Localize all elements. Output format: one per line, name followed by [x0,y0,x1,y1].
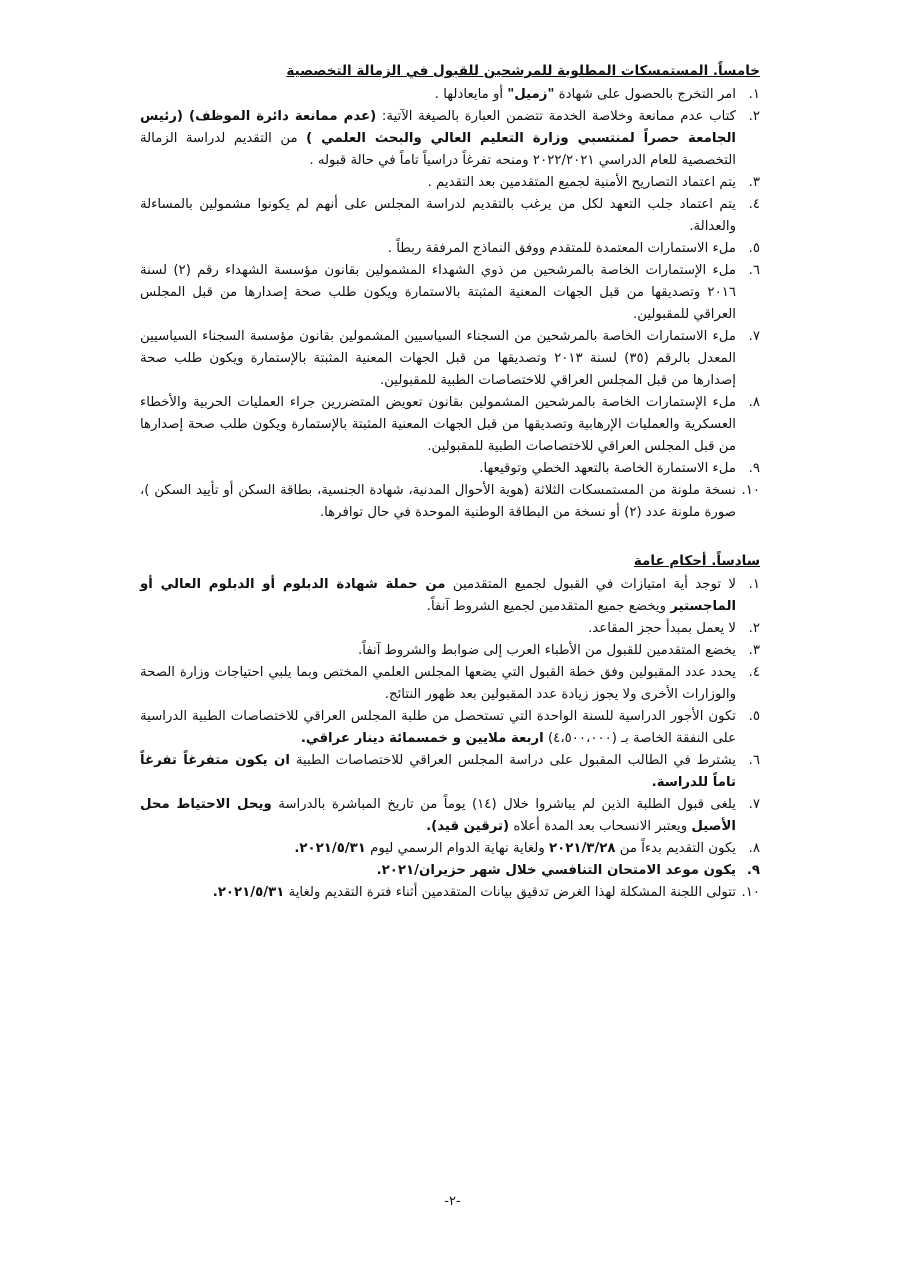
text-run: يخضع المتقدمين للقبول من الأطباء العرب إلى ضوابط والشروط آنفاً. [358,643,736,658]
section-requirements-title: خامساً. المستمسكات المطلوبة للمرشحين للقبول في الزمالة التخصصية [286,63,760,79]
bold-text: ٢٠٢١/٥/٣١. [212,885,285,900]
text-run: ملء الاستمارة الخاصة بالتعهد الخطي وتوقيعها. [479,461,736,476]
item-text [140,882,736,904]
item-text [140,640,736,662]
item-text [140,662,736,706]
list-item [140,882,760,904]
item-text [140,750,736,794]
item-text [140,238,736,260]
list-item [140,84,760,106]
list-item [140,794,760,838]
text-run: ملء الإستمارات الخاصة بالمرشحين المشمولين بقانون تعويض المتضررين جراء العمليات الحربية والأخطاء العسكرية والعمليات الإرهابية وتصديقها من قبل الجهات المعنية المثبتة بالإستمارة ويكون طلب صحة إصدارها من قبل المجلس العراقي للاختصاصات الطبية للمقبولين. [140,395,736,454]
item-text [140,260,736,326]
text-run: نسخة ملونة من المستمسكات الثلاثة (هوية الأحوال المدنية، شهادة الجنسية، بطاقة السكن أو تأييد السكن )، صورة ملونة عدد (٢) أو نسخة من البطاقة الوطنية الموحدة في حال توافرها. [140,483,736,520]
bold-text: يكون موعد الامتحان التنافسي خلال شهر حزيران/٢٠٢١. [376,863,736,878]
item-number: ٤. [748,665,760,680]
text-run: ملء الإستمارات الخاصة بالمرشحين من ذوي الشهداء المشمولين بقانون مؤسسة الشهداء رقم (٢) لسنة ٢٠١٦ وتصديقها من قبل الجهات المعنية المثبتة بالاستمارة ويكون طلب صحة إصدارها من قبل المجلس العراقي للمقبولين. [140,263,736,322]
text-run: امر التخرج بالحصول على شهادة [554,87,736,102]
text-run: ويعتبر الانسحاب بعد المدة أعلاه [509,819,692,834]
text-run: كتاب عدم ممانعة وخلاصة الخدمة تتضمن العبارة بالصيغة الآتية: [376,109,736,124]
item-number: ٤. [748,197,760,212]
list-item [140,172,760,194]
text-run: يتم اعتماد جلب التعهد لكل من يرغب بالتقديم لدراسة المجلس على أنهم لم يكونوا مشمولين بالمساءلة والعدالة. [140,197,736,234]
item-number: ٩. [748,461,760,476]
item-text [140,706,736,750]
item-number: ٢. [748,109,760,124]
list-item [140,194,760,238]
bold-text: (ترقين قيد). [426,819,510,834]
bold-text: ٢٠٢١/٣/٢٨ [548,841,616,856]
bold-text: من حملة شهادة الدبلوم أو الدبلوم العالي أو الماجستير [140,577,736,614]
text-run: لا توجد أية امتيازات في القبول لجميع المتقدمين [445,577,736,592]
list-item [140,480,760,524]
item-number: ١. [748,577,760,592]
list-item [140,662,760,706]
text-run: يحدد عدد المقبولين وفق خطة القبول التي يضعها المجلس العلمي المختص وبما يلبي احتياجات وزارة الصحة والوزارات الأخرى ولا يجوز زيادة عدد المقبولين بعد ظهور النتائج. [140,665,736,702]
item-text [140,574,736,618]
text-run: أو مايعادلها . [434,87,508,102]
item-text [140,392,736,458]
text-run: ملء الاستمارات المعتمدة للمتقدم ووفق النماذج المرفقة ربطاً . [387,241,736,256]
list-item [140,750,760,794]
item-text [140,480,736,524]
item-text [140,860,736,882]
item-text [140,838,736,860]
list-item [140,458,760,480]
item-text [140,194,736,238]
text-run: تكون الأجور الدراسية للسنة الواحدة التي تستحصل من طلبة المجلس العراقي للاختصاصات الطبية الدراسية على النفقة الخاصة بـ (٤،٥٠٠،٠٠٠) [140,709,736,746]
list-item [140,238,760,260]
list-item [140,860,760,882]
text-run: من التقديم لدراسة الزمالة التخصصية للعام الدراسي ٢٠٢٢/٢٠٢١ ومنحه تفرغاً دراسياً تاماً في حالة قبوله . [140,131,736,168]
text-run: تتولى اللجنة المشكلة لهذا الغرض تدقيق بيانات المتقدمين أثناء فترة التقديم ولغاية [284,885,736,900]
item-text [140,794,736,838]
list-item [140,260,760,326]
bold-text: (عدم ممانعة دائرة الموظف) (رئيس الجامعة حصراً لمنتسبي وزارة التعليم العالي والبحث العلمي ) [140,109,736,146]
bold-text: ٢٠٢١/٥/٣١. [294,841,366,856]
item-number: ٦. [748,753,760,768]
text-run: يتم اعتماد التصاريح الأمنية لجميع المتقدمين بعد التقديم . [427,175,736,190]
text-run: ملء الاستمارات الخاصة بالمرشحين من السجناء السياسيين المشمولين بقانون مؤسسة السجناء السياسيين المعدل بالرقم (٣٥) لسنة ٢٠١٣ وتصديقها من قبل الجهات المعنية المثبتة بالإستمارة ويكون طلب صحة إصدارها من قبل المجلس العراقي للاختصاصات الطبية للمقبولين. [140,329,736,388]
bold-text: ويحل الاحتياط محل الأصيل [140,797,736,834]
section-requirements [140,60,760,524]
list-item [140,392,760,458]
text-run: لا يعمل بمبدأ حجز المقاعد. [588,621,736,636]
item-number: ٩. [746,863,760,878]
text-run: يلغى قبول الطلبة الذين لم يباشروا خلال (١٤) يوماً من تاريخ المباشرة بالدراسة [271,797,737,812]
item-text [140,84,736,106]
list-item [140,106,760,172]
item-number: ٣. [748,643,760,658]
item-text [140,172,736,194]
item-number: ١٠. [741,885,760,900]
list-item [140,838,760,860]
list-item [140,574,760,618]
item-number: ٥. [748,241,760,256]
item-number: ١. [748,87,760,102]
item-number: ٧. [748,329,760,344]
text-run: يكون التقديم بدءاً من [615,841,736,856]
list-item [140,706,760,750]
item-text [140,326,736,392]
item-text [140,458,736,480]
bold-text: ان يكون متفرغاً تفرغاً تاماً للدراسة. [140,753,736,790]
requirements-list [140,84,760,524]
text-run: ويخضع جميع المتقدمين لجميع الشروط آنفاً. [426,599,671,614]
item-number: ١٠. [741,483,760,498]
list-item [140,326,760,392]
item-number: ٣. [748,175,760,190]
text-run: يشترط في الطالب المقبول على دراسة المجلس العراقي للاختصاصات الطبية [289,753,737,768]
item-number: ٧. [748,797,760,812]
general-provisions-list [140,574,760,904]
section-general-provisions-title: سادساً. أحكام عامة [633,553,760,569]
text-run: ولغاية نهاية الدوام الرسمي ليوم [365,841,549,856]
item-text [140,106,736,172]
bold-text: "زميل" [507,87,555,102]
item-number: ٥. [748,709,760,724]
item-number: ٨. [748,841,760,856]
document-page [140,60,760,904]
item-number: ٢. [748,621,760,636]
item-number: ٨. [748,395,760,410]
list-item [140,618,760,640]
item-number: ٦. [748,263,760,278]
section-general-provisions [140,550,760,904]
item-text [140,618,736,640]
page-number: -٢- [444,1194,461,1209]
bold-text: اربعة ملايين و خمسمائة دينار عراقي. [300,731,544,746]
list-item [140,640,760,662]
